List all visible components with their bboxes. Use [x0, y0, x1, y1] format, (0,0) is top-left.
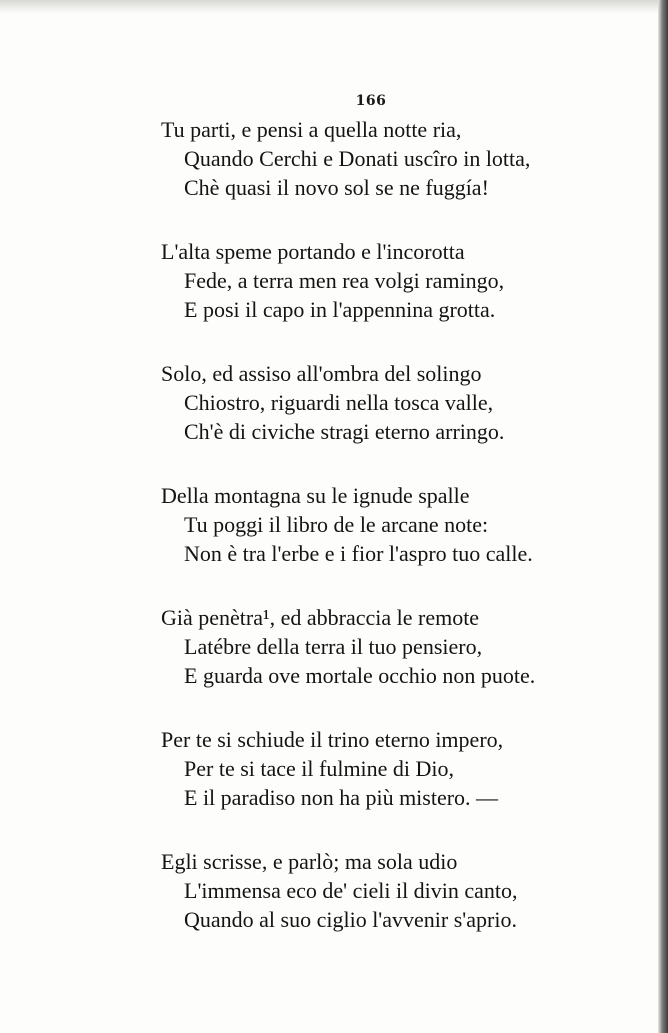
verse-line: Quando Cerchi e Donati uscîro in lotta,	[184, 146, 531, 171]
verse-line: Fede, a terra men rea volgi ramingo,	[184, 268, 505, 293]
stanza	[0, 603, 640, 690]
verse-line: Chè quasi il novo sol se ne fuggía!	[184, 175, 489, 200]
verse-line: L'immensa eco de' cieli il divin canto,	[184, 878, 518, 903]
verse-line: Chiostro, riguardi nella tosca valle,	[184, 390, 494, 415]
stanza	[0, 359, 640, 446]
verse-line: Per te si tace il fulmine di Dio,	[184, 756, 455, 781]
verse-line: Già penètra¹, ed abbraccia le remote	[161, 605, 480, 630]
verse-line: L'alta speme portando e l'incorotta	[161, 239, 465, 264]
stanza	[0, 115, 640, 202]
verse-line: Solo, ed assiso all'ombra del solingo	[161, 361, 482, 386]
verse-line: Ch'è di civiche stragi eterno arringo.	[184, 419, 505, 444]
page-top-shadow	[0, 0, 668, 14]
page-binding-edge	[658, 0, 668, 1033]
verse-line: Tu poggi il libro de le arcane note:	[184, 512, 489, 537]
verse-line: Egli scrisse, e parlò; ma sola udio	[161, 849, 458, 874]
verse-line: E guarda ove mortale occhio non puote.	[184, 663, 536, 688]
verse-line: E posi il capo in l'appennina grotta.	[184, 297, 496, 322]
verse-line: Non è tra l'erbe e i fior l'aspro tuo calle.	[184, 541, 533, 566]
verse-line: Della montagna su le ignude spalle	[161, 483, 470, 508]
verse-line: Quando al suo ciglio l'avvenir s'aprio.	[184, 907, 517, 932]
stanza	[0, 725, 640, 812]
stanza	[0, 847, 640, 934]
verse-line: Tu parti, e pensi a quella notte ria,	[161, 117, 462, 142]
verse-line: Latébre della terra il tuo pensiero,	[184, 634, 483, 659]
verse-line: Per te si schiude il trino eterno impero,	[161, 727, 504, 752]
stanza	[0, 481, 640, 568]
poem-body	[0, 115, 640, 969]
stanza	[0, 237, 640, 324]
verse-line: E il paradiso non ha più mistero. —	[184, 785, 499, 810]
page-number: 166	[355, 93, 387, 109]
